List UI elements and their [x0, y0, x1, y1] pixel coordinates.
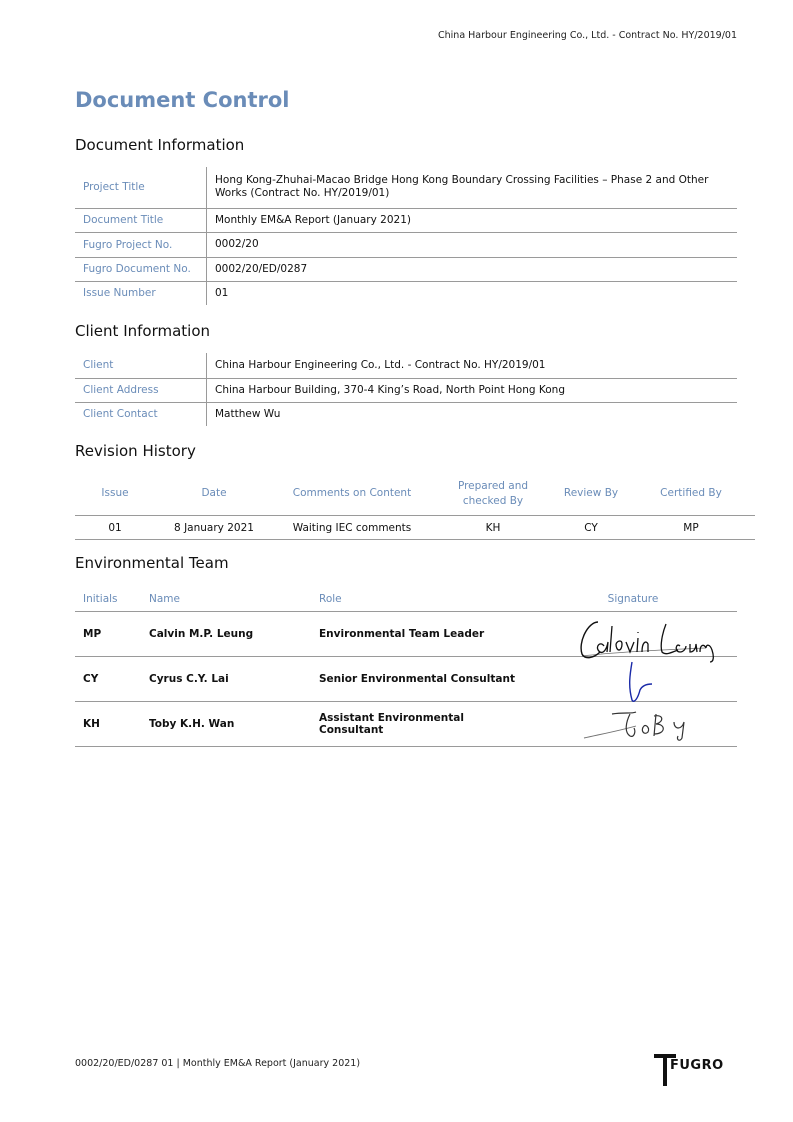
- column-header: Signature: [521, 587, 737, 612]
- column-header: Date: [155, 472, 273, 516]
- table-row: [75, 516, 755, 540]
- revision-history-table: [75, 472, 755, 540]
- client-information-heading: Client Information: [75, 322, 211, 340]
- role-cell: Assistant Environmental Consultant: [311, 702, 521, 747]
- fugro-logo-text: FUGRO: [670, 1058, 724, 1073]
- running-header: China Harbour Engineering Co., Ltd. - Contract No. HY/2019/01: [438, 30, 737, 41]
- column-header-label: Prepared and checked By: [457, 479, 529, 507]
- row-label: Fugro Document No.: [75, 257, 207, 281]
- initials-cell: CY: [75, 657, 141, 702]
- client-information-table: [75, 353, 737, 426]
- document-information-heading: Document Information: [75, 136, 245, 154]
- row-label: Issue Number: [75, 281, 207, 305]
- page-title: Document Control: [75, 88, 290, 112]
- row-value: 01: [215, 286, 229, 299]
- row-label: Fugro Project No.: [75, 232, 207, 257]
- column-header: Issue: [75, 472, 155, 516]
- row-value: China Harbour Building, 370-4 King’s Road, North Point Hong Kong: [207, 378, 738, 402]
- table-row: [75, 167, 737, 208]
- footer-text: 0002/20/ED/0287 01 | Monthly EM&A Report (January 2021): [75, 1058, 361, 1069]
- table-cell: CY: [555, 516, 627, 540]
- row-value: Matthew Wu: [215, 407, 281, 420]
- row-value: Monthly EM&A Report (January 2021): [207, 208, 738, 232]
- column-header: Initials: [75, 587, 141, 612]
- role-cell: Senior Environmental Consultant: [311, 657, 521, 702]
- table-header-row: [75, 472, 755, 516]
- role-cell: Environmental Team Leader: [311, 612, 521, 657]
- row-label: Client Address: [75, 378, 207, 402]
- column-header: Review By: [555, 472, 627, 516]
- table-cell: KH: [431, 516, 555, 540]
- revision-history-heading: Revision History: [75, 442, 196, 460]
- name-cell: Toby K.H. Wan: [141, 702, 311, 747]
- calvin-leung-signature: [576, 612, 720, 664]
- fugro-logo: [654, 1050, 738, 1088]
- column-header: [431, 472, 555, 516]
- table-row: [75, 281, 737, 305]
- name-cell: Cyrus C.Y. Lai: [141, 657, 311, 702]
- toby-wan-signature: [582, 708, 700, 742]
- table-cell: MP: [627, 516, 755, 540]
- table-row: [75, 257, 737, 281]
- row-label: Client Contact: [75, 402, 207, 426]
- table-row: [75, 208, 737, 232]
- table-row: [75, 232, 737, 257]
- table-cell: Waiting IEC comments: [273, 516, 431, 540]
- name-cell: Calvin M.P. Leung: [141, 612, 311, 657]
- row-value: Hong Kong-Zhuhai-Macao Bridge Hong Kong Boundary Crossing Facilities – Phase 2 and Other Works (Contract No. HY/2019/01): [207, 167, 738, 208]
- column-header: Name: [141, 587, 311, 612]
- column-header: Comments on Content: [273, 472, 431, 516]
- table-row: [75, 402, 737, 426]
- table-header-row: [75, 587, 737, 612]
- column-header: Role: [311, 587, 521, 612]
- row-label: Document Title: [75, 208, 207, 232]
- initials-cell: KH: [75, 702, 141, 747]
- table-row: [75, 353, 737, 378]
- environmental-team-heading: Environmental Team: [75, 554, 229, 572]
- table-row: [75, 378, 737, 402]
- row-label: Project Title: [75, 167, 207, 208]
- row-label: Client: [75, 353, 207, 378]
- row-value: 0002/20: [207, 232, 738, 257]
- table-cell: 01: [75, 516, 155, 540]
- cyrus-lai-signature: [620, 660, 660, 706]
- table-cell: 8 January 2021: [155, 516, 273, 540]
- column-header: Certified By: [627, 472, 755, 516]
- row-value: 0002/20/ED/0287: [207, 257, 738, 281]
- initials-cell: MP: [75, 612, 141, 657]
- document-information-table: [75, 167, 737, 305]
- row-value: China Harbour Engineering Co., Ltd. - Contract No. HY/2019/01: [207, 353, 738, 378]
